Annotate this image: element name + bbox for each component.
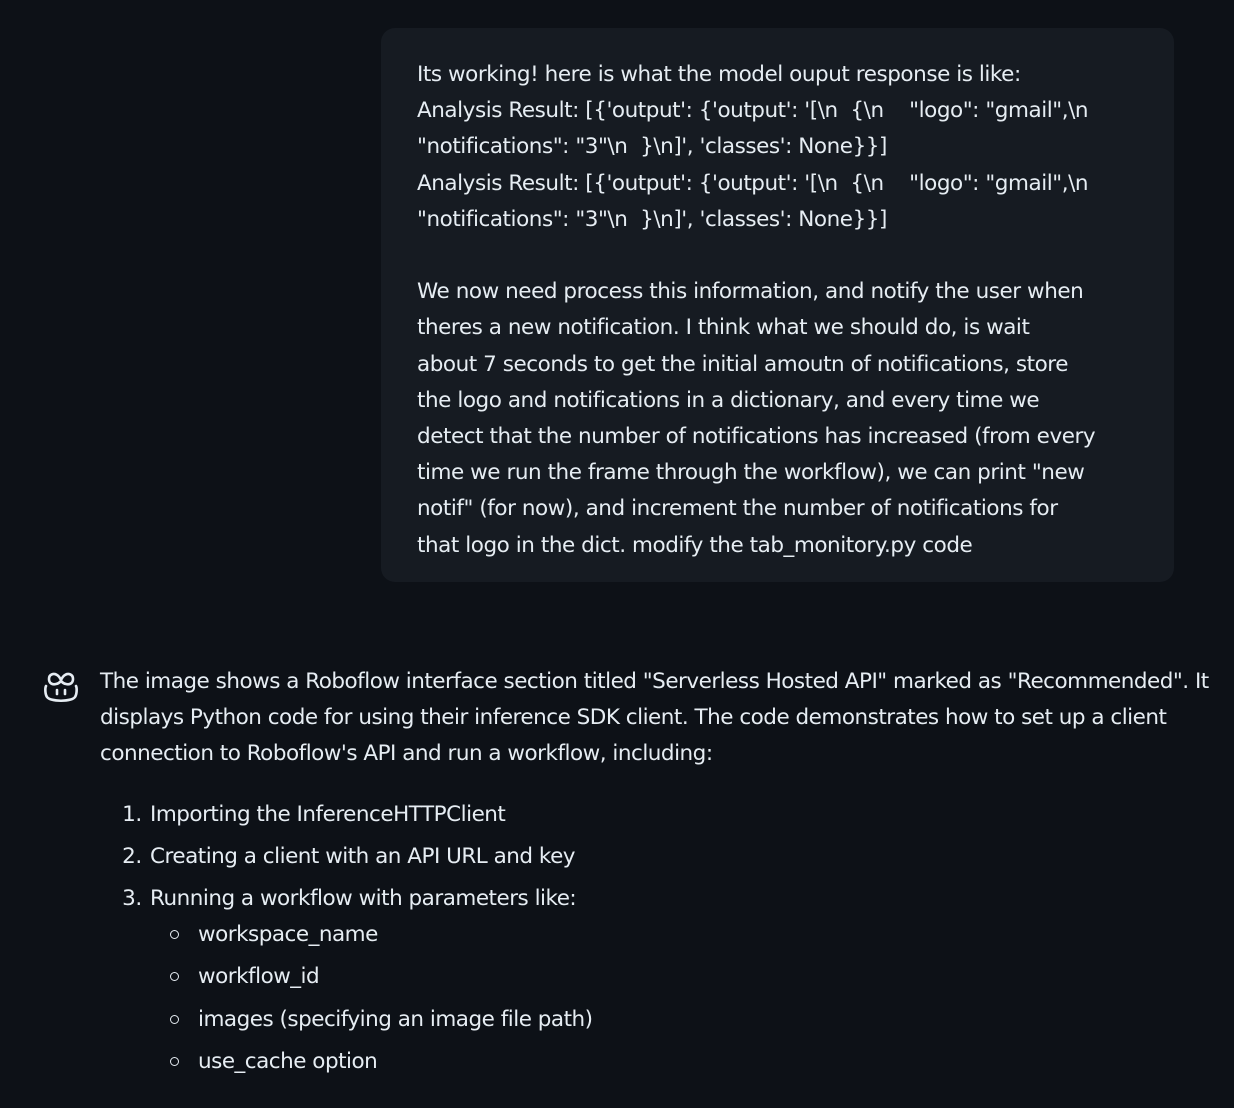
list-item: [170, 917, 1220, 953]
list-item: [148, 797, 1220, 833]
parameter-label: use_cache option: [198, 1049, 378, 1075]
list-item: [170, 1002, 1220, 1038]
parameters-list: [150, 917, 1220, 1081]
user-message-text: Its working! here is what the model ouput response is like: Analysis Result: [{'output': {'output': '[\n {\n "logo": "gmail",\n "notifications": "3"\n }\n]', 'classes': None}}] Analysis Result: [{'output': {'output': '[\n {\n "logo": "gmail",\n "notifications": "3"\n }\n]', 'classes': None}}] We now need process this information, and notify the user when theres a new notification. I think what we should do, is wait about 7 seconds to get the initial amoutn of notifications, store the logo and notifications in a dictionary, and every time we detect that the number of notifications has increased (from every time we run the frame through the workflow), we can print "new notif" (for now), and increment the number of notifications for that logo in the dict. modify the tab_monitory.py code: [417, 62, 1096, 558]
assistant-intro-text: The image shows a Roboflow interface section titled "Serverless Hosted API" marked as "Recommended". It displays Python code for using their inference SDK client. The code demonstrates how to set up a client connection to Roboflow's API and run a workflow, including:: [100, 669, 1209, 767]
parameter-label: images (specifying an image file path): [198, 1006, 593, 1032]
bullet-icon: [170, 1015, 179, 1024]
step-label: Creating a client with an API URL and key: [150, 843, 576, 869]
list-item: [148, 881, 1220, 1081]
bullet-icon: [170, 972, 179, 981]
list-item: [148, 839, 1220, 875]
bullet-icon: [170, 1057, 179, 1066]
user-message-bubble: [381, 28, 1174, 582]
steps-list: [100, 797, 1220, 1081]
list-item: [170, 959, 1220, 995]
step-label: Running a workflow with parameters like:: [150, 885, 577, 911]
copilot-icon: [42, 670, 80, 704]
bullet-icon: [170, 930, 179, 939]
parameter-label: workflow_id: [198, 964, 320, 990]
step-label: Importing the InferenceHTTPClient: [150, 801, 506, 827]
assistant-message-body: [100, 664, 1220, 1087]
list-item: [170, 1044, 1220, 1080]
parameter-label: workspace_name: [198, 921, 378, 947]
